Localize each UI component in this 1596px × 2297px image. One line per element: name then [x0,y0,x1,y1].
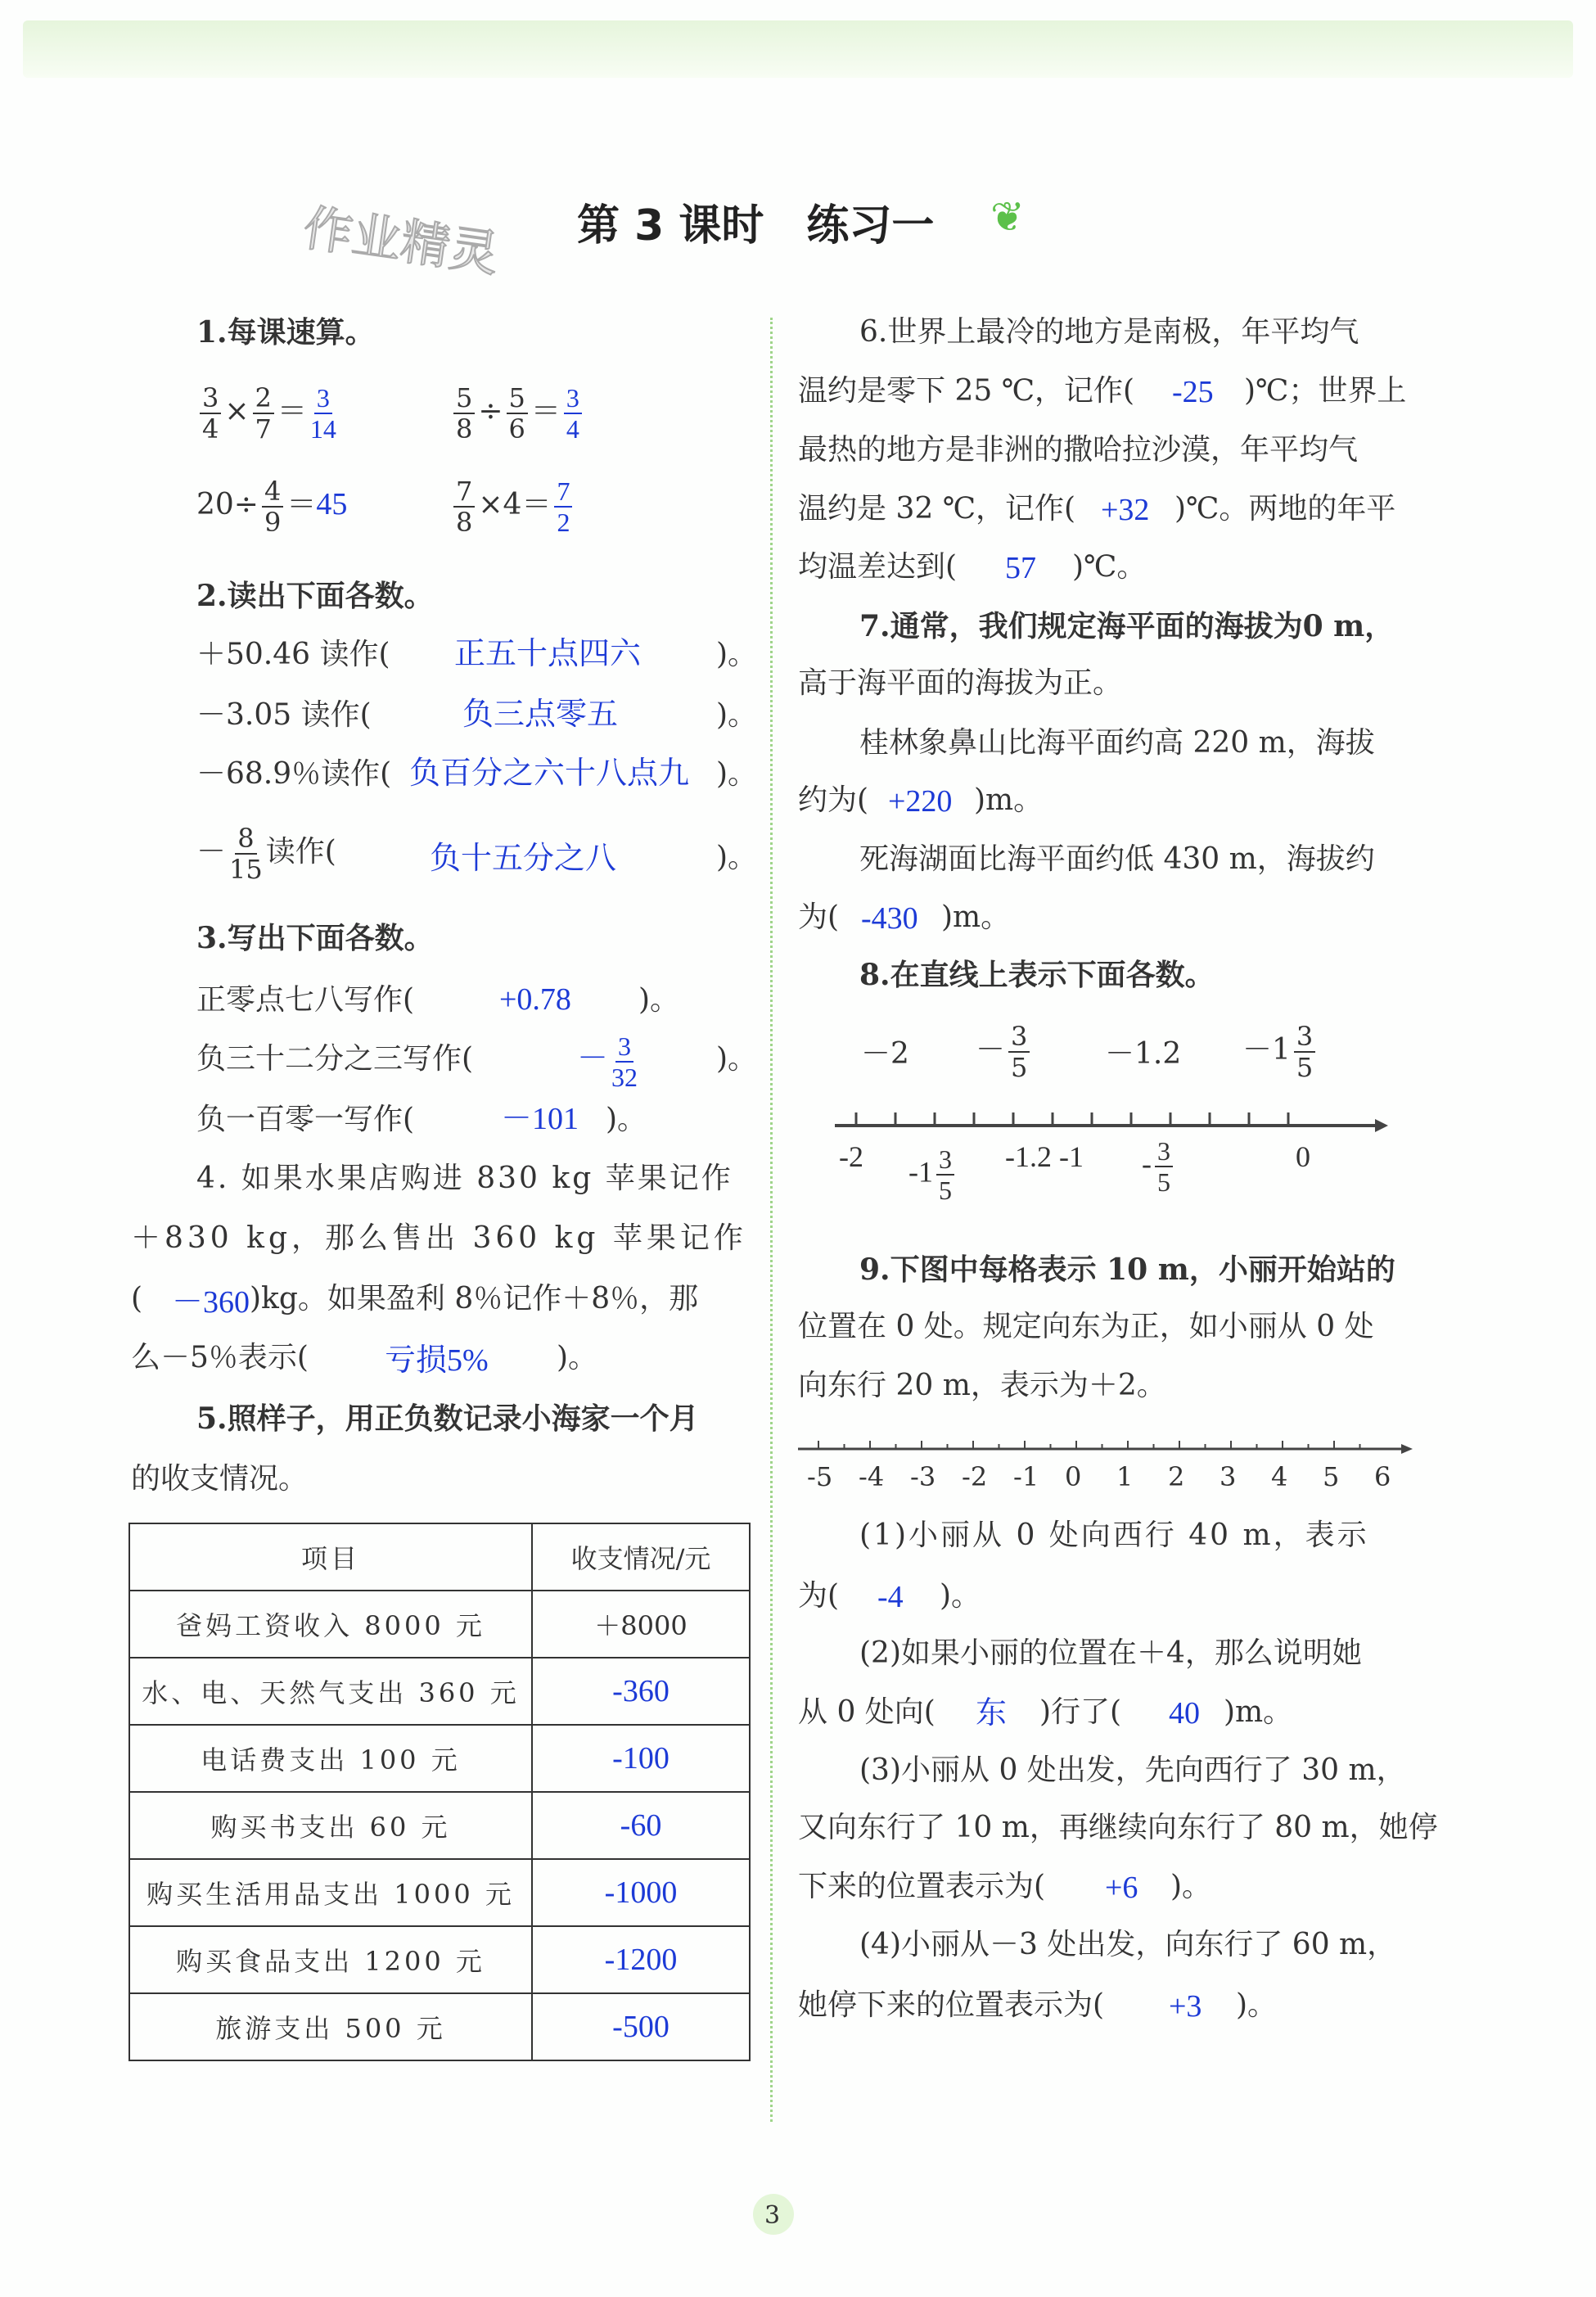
axis-label: -1.2 -1 [1005,1140,1084,1173]
q6-text: )℃。两地的年平 [1174,492,1396,526]
q5-text: 5.照样子，用正负数记录小海家一个月 [196,1401,699,1436]
paren-close: )。 [716,757,758,791]
q9-text: (3)小丽从 0 处出发，先向西行了 30 m， [859,1753,1406,1787]
tick-label: 1 [1116,1461,1134,1492]
answer: 57 [1005,551,1036,585]
value-cell: -500 [532,1993,750,2060]
answer: 东 [976,1696,1008,1731]
q1-e4: $\frac{7}{8}$ ×4＝ $\frac{7}{2}$ [450,478,575,535]
axis-label: - $\frac{3}{5}$ [1142,1138,1176,1195]
q4-text: 么－5％表示( [131,1341,309,1374]
q6-text: )℃；世界上 [1244,374,1407,408]
page-title: 第 3 课时 练习一 [577,201,935,250]
tick-label: 6 [1374,1461,1391,1492]
q1-e1: $\frac{3}{4}$ × $\frac{2}{7}$ ＝ $\frac{3}{14}$ [196,385,340,442]
q2-item: －68.9％读作( [196,757,392,791]
tick-label: 2 [1168,1461,1185,1492]
paren-close: )。 [716,1042,758,1076]
table-row [129,1993,750,2060]
q9-text: 位置在 0 处。规定向东为正，如小丽从 0 处 [798,1310,1374,1343]
value-cell: -1000 [532,1859,750,1926]
q9-text: )行了( [1039,1695,1122,1729]
answer: 40 [1169,1696,1200,1731]
q9-text: 她停下来的位置表示为( [798,1988,1105,2022]
paren-close: )。 [638,983,680,1017]
number: －1.2 [1105,1037,1182,1071]
tick-label: -2 [962,1461,988,1492]
watermark: 作业精灵 [300,199,503,284]
number-line-8 [827,1101,1391,1134]
q4-text: ＋830 kg，那么售出 360 kg 苹果记作 [131,1221,747,1255]
q7-text: )m。 [974,783,1044,817]
paren-close: )。 [716,841,758,874]
q9-text: 9.下图中每格表示 10 m，小丽开始站的 [859,1252,1395,1287]
q3-item: 负一百零一写作( [196,1103,415,1136]
number: － $\frac{3}{5}$ [976,1023,1033,1081]
paren-close: )。 [716,698,758,732]
item-cell: 购买生活用品支出 1000 元 [129,1859,532,1926]
q9-text: (4)小丽从－3 处出发，向东行了 60 m， [859,1928,1397,1961]
table-row [129,1658,750,1725]
tick-label: 5 [1323,1461,1340,1492]
q9-text: )。 [940,1579,981,1613]
item-cell: 购买食品支出 1200 元 [129,1926,532,1993]
answer: 负百分之六十八点九 [409,756,690,791]
answer: +3 [1169,1989,1202,2024]
item-cell: 爸妈工资收入 8000 元 [129,1591,532,1658]
q3-item: 负三十二分之三写作( [196,1042,474,1076]
q9-text: 从 0 处向( [798,1695,936,1729]
number: －1 $\frac{3}{5}$ [1242,1023,1319,1081]
number: －2 [861,1037,909,1071]
q9-text: 向东行 20 m，表示为＋2。 [798,1369,1166,1402]
q7-text: 为( [798,900,840,934]
table-row [129,1725,750,1792]
q6-text: 均温差达到( [798,550,958,584]
answer: 正五十点四六 [454,637,642,671]
q7-text: 约为( [798,783,869,817]
q6-text: 温约是零下 25 ℃，记作( [798,374,1135,408]
q9-text: 下来的位置表示为( [798,1870,1046,1903]
q6-text: 温约是 32 ℃，记作( [798,492,1076,526]
q9-text: 又向东行了 10 m，再继续向东行了 80 m，她停 [798,1811,1438,1844]
answer: +6 [1105,1871,1138,1905]
axis-label: -1 $\frac{3}{5}$ [908,1146,958,1203]
value-cell: -1200 [532,1926,750,1993]
q2-item: －3.05 读作( [196,698,372,732]
page-number: 3 [764,2201,781,2230]
tick-label: -4 [859,1461,885,1492]
tick-label: 3 [1220,1461,1237,1492]
q2-item: ＋50.46 读作( [196,638,390,671]
q7-text: )m。 [941,900,1011,934]
answer: －360 [172,1285,250,1320]
answer: 负三点零五 [462,697,619,732]
paren-close: )。 [716,638,758,671]
value-cell: -360 [532,1658,750,1725]
table-row [129,1792,750,1859]
q2-item: － $\frac{8}{15}$ 读作( [196,823,336,885]
paren-close: )。 [606,1103,647,1136]
answer: -25 [1172,375,1214,409]
answer: +220 [888,784,953,819]
table-header [129,1523,750,1591]
answer: －101 [501,1102,579,1136]
table-row [129,1859,750,1926]
answer: -4 [877,1580,904,1614]
q5-text: 的收支情况。 [131,1462,309,1496]
header-cell: 收支情况/元 [532,1523,750,1591]
q7-text: 7.通常，我们规定海平面的海拔为0 m， [859,609,1395,643]
item-cell: 电话费支出 100 元 [129,1725,532,1792]
q3-label: 3.写出下面各数。 [196,921,434,955]
tick-label: -3 [910,1461,936,1492]
item-cell: 购买书支出 60 元 [129,1792,532,1859]
leaf-icon: ❦ [990,193,1025,241]
q9-text: (1)小丽从 0 处向西行 40 m，表示 [859,1519,1369,1552]
q9-text: )。 [1170,1870,1212,1903]
q4-text: )kg。如果盈利 8％记作＋8％，那 [250,1282,699,1315]
q6-text: )℃。 [1072,550,1147,584]
q9-text: (2)如果小丽的位置在＋4，那么说明她 [859,1636,1362,1670]
header-band [23,20,1573,78]
table-row [129,1926,750,1993]
value-cell: ＋8000 [532,1591,750,1658]
header-cell: 项目 [129,1523,532,1591]
q3-item: 正零点七八写作( [196,983,415,1017]
q6-text: 最热的地方是非洲的撒哈拉沙漠，年平均气 [798,433,1359,467]
axis-label: 0 [1296,1140,1310,1173]
answer: +0.78 [499,982,571,1017]
value-cell: -100 [532,1725,750,1792]
value-cell: -60 [532,1792,750,1859]
q9-text: 为( [798,1579,840,1613]
q6-text: 6.世界上最冷的地方是南极，年平均气 [859,315,1359,349]
q4-text: )。 [557,1341,598,1374]
item-cell: 水、电、天然气支出 360 元 [129,1658,532,1725]
answer: 亏损5% [385,1343,489,1378]
tick-label: 0 [1065,1461,1082,1492]
number-line-9 [794,1434,1416,1459]
answer: -430 [861,901,918,936]
column-divider [770,318,773,2122]
axis-label: -2 [839,1140,863,1173]
q2-label: 2.读出下面各数。 [196,579,434,613]
tick-label: -5 [807,1461,833,1492]
income-expense-table [128,1523,751,2061]
tick-label: -1 [1013,1461,1039,1492]
q9-text: )。 [1236,1988,1278,2022]
q7-text: 高于海平面的海拔为正。 [798,666,1123,700]
q8-label: 8.在直线上表示下面各数。 [859,958,1215,992]
q7-text: 桂林象鼻山比海平面约高 220 m，海拔 [859,726,1375,760]
answer: +32 [1101,493,1150,527]
q1-e2: $\frac{5}{8}$ ÷ $\frac{5}{6}$ ＝ $\frac{3}{4}$ [450,385,585,442]
q4-text: 4. 如果水果店购进 830 kg 苹果记作 [196,1162,733,1195]
table-row [129,1591,750,1658]
q9-text: )m。 [1224,1695,1293,1729]
q1-e3: 20÷ $\frac{4}{9}$ ＝45 [196,476,348,538]
tick-label: 4 [1271,1461,1288,1492]
answer: 负十五分之八 [430,842,617,876]
item-cell: 旅游支出 500 元 [129,1993,532,2060]
q7-text: 死海湖面比海平面约低 430 m，海拔约 [859,842,1375,876]
q4-text: ( [131,1282,143,1315]
answer: － $\frac{3}{32}$ [577,1031,638,1092]
q1-label: 1.每课速算。 [196,315,375,350]
